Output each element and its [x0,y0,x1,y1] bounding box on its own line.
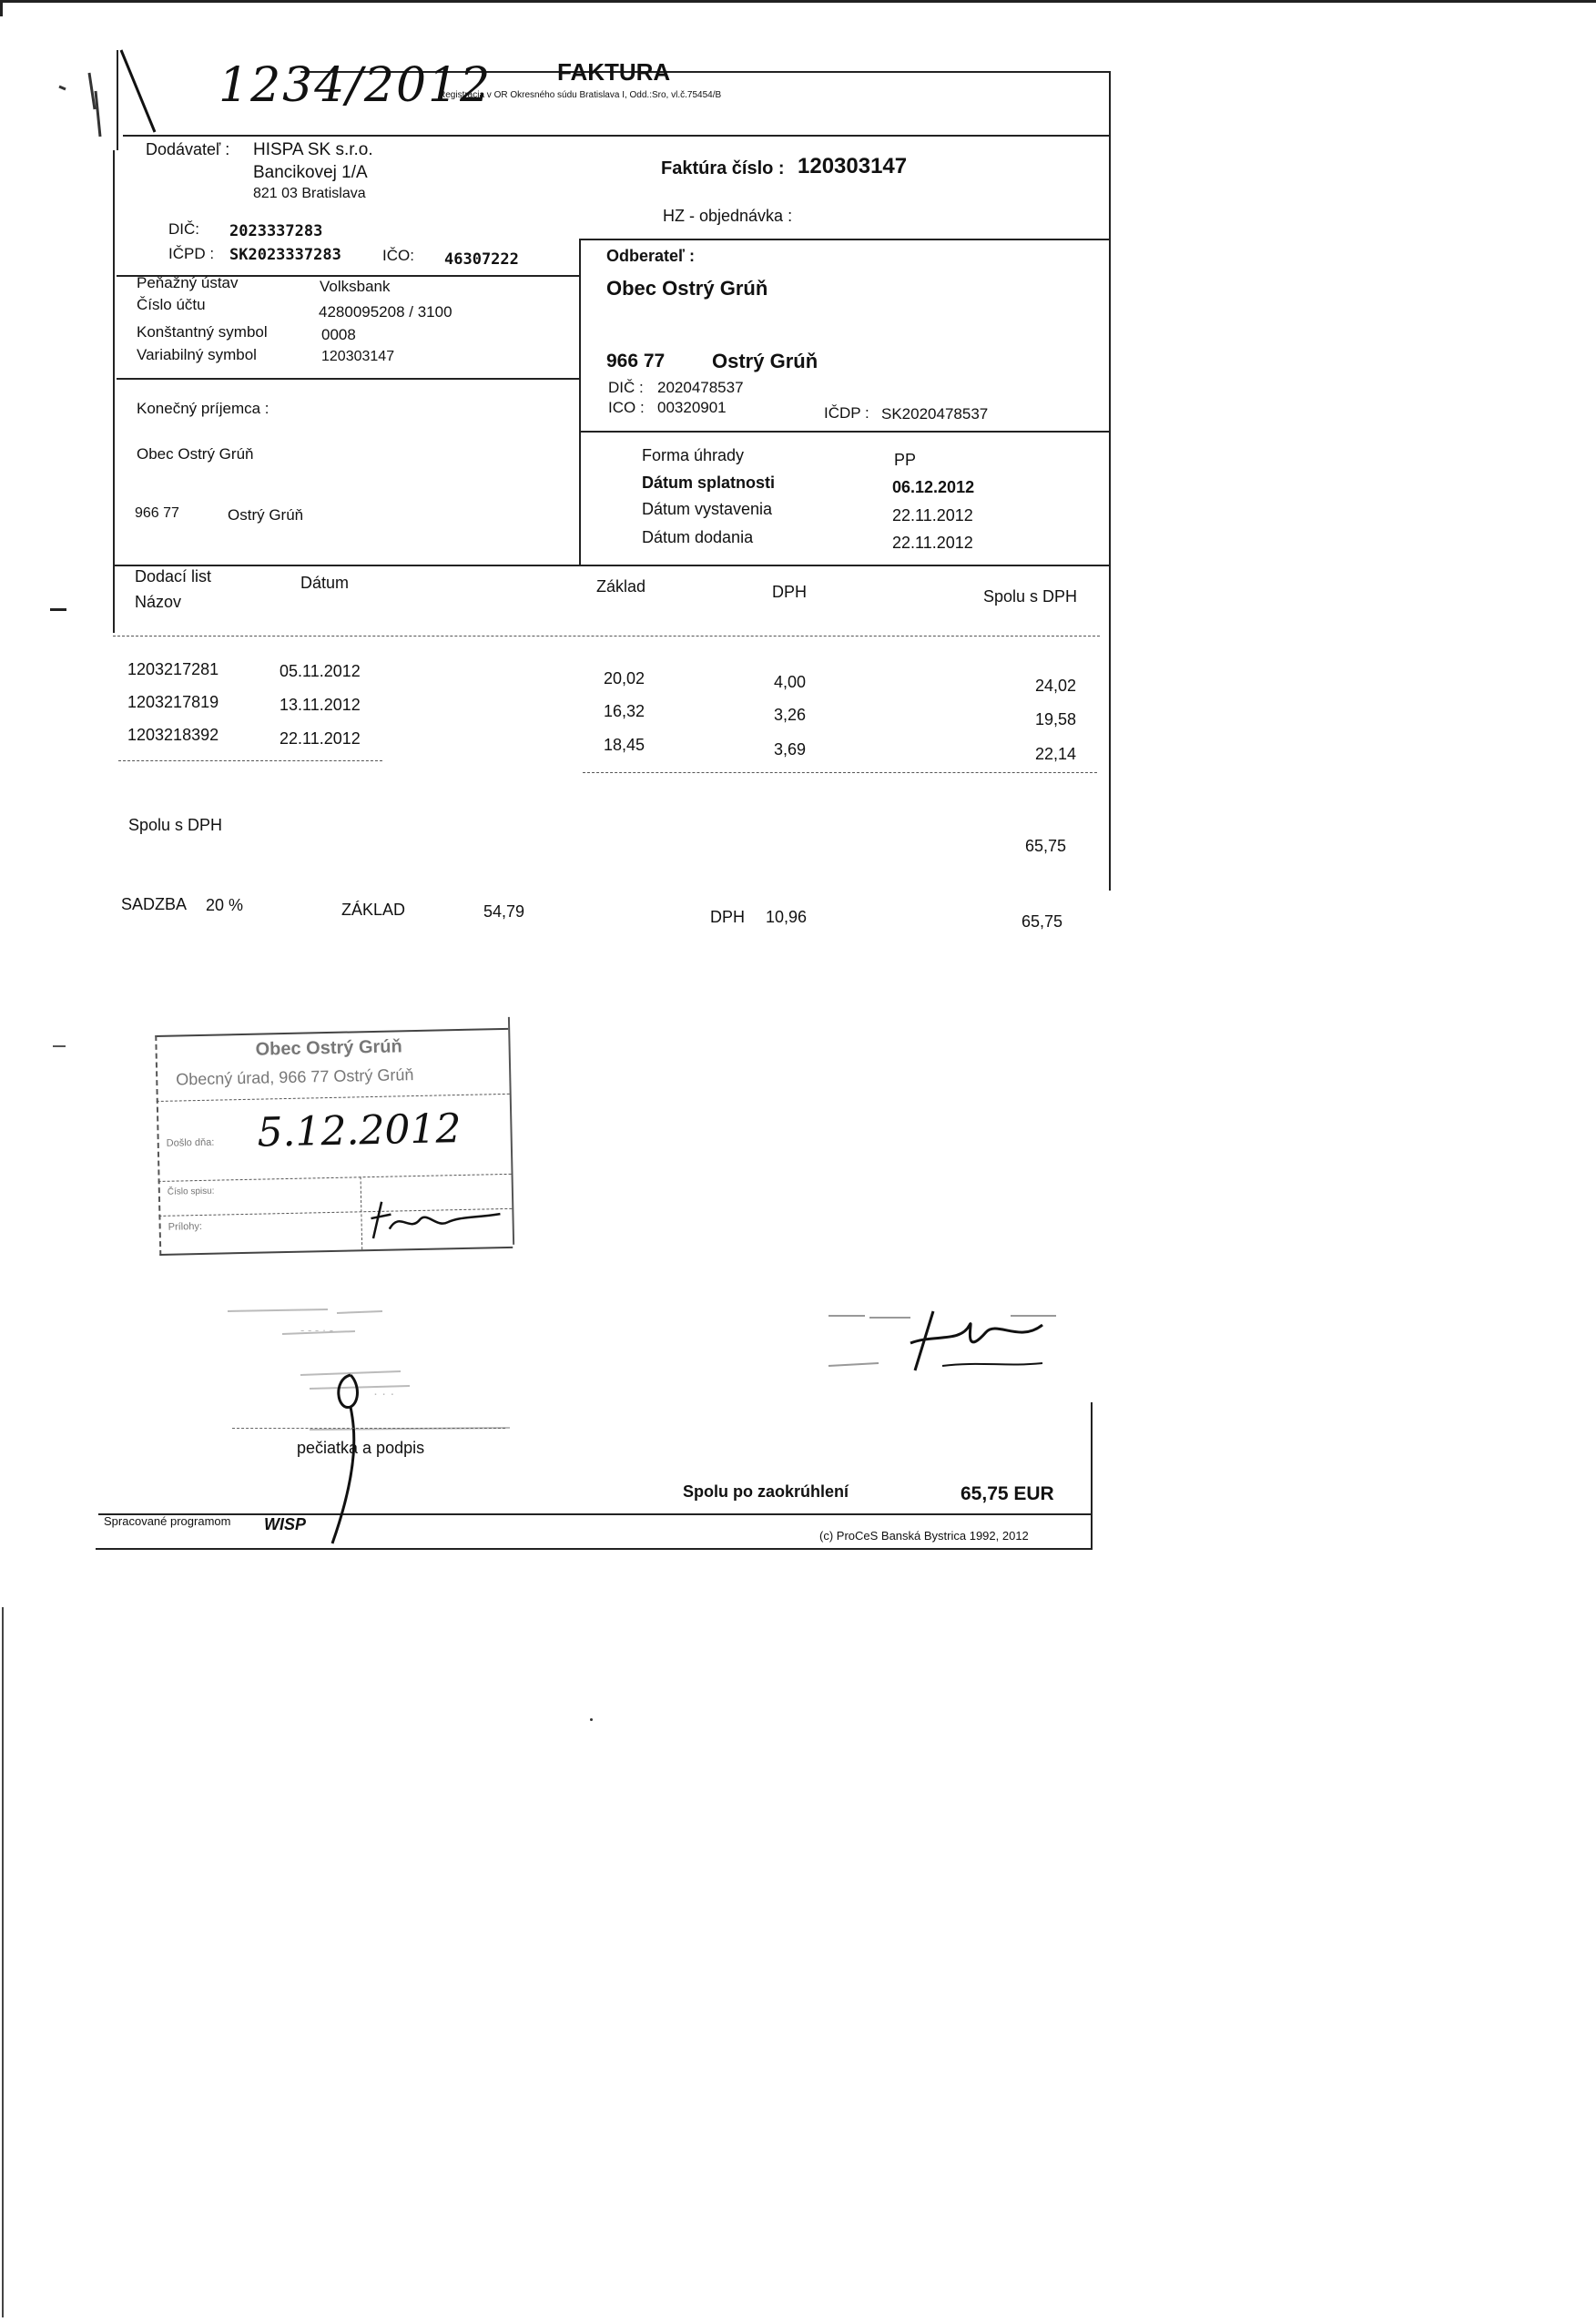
processed-by-label: Spracované programom [104,1514,231,1528]
constant-symbol-label: Konštantný symbol [137,323,268,341]
scan-edge-top [0,0,1596,3]
col-date: Dátum [300,574,350,592]
order-label: HZ - objednávka : [663,207,793,225]
customer-top-line [579,239,1109,240]
row3-base: 18,45 [604,736,646,754]
supplier-ico: 46307222 [444,250,519,269]
variable-symbol: 120303147 [321,349,395,364]
supplier-street: Bancikovej 1/A [253,163,368,182]
supplier-ico-label: IČO: [382,247,414,264]
row1-date: 05.11.2012 [280,662,361,680]
margin-tick-marks [55,64,109,164]
customer-label: Odberateľ : [606,247,695,265]
supplier-icdph-label: IČPD : [168,245,215,262]
payment-form-label: Forma úhrady [642,446,745,464]
base-label: ZÁKLAD [341,901,406,919]
total-with-vat-label: Spolu s DPH [128,816,223,834]
constant-symbol: 0008 [321,326,356,343]
stamp-date-label: Došlo dňa: [166,1136,215,1149]
row2-date: 13.11.2012 [280,696,361,714]
rounded-total: 65,75 EUR [961,1483,1054,1504]
svg-text:- - - · -: - - - · - [300,1323,334,1337]
handwritten-reference: 1234/2012 [219,58,493,113]
frame-left-lower [113,150,115,633]
signature-line [232,1428,505,1429]
issue-date-label: Dátum vystavenia [642,500,773,518]
col-total: Spolu s DPH [983,587,1078,606]
vat-rate: 20 % [206,896,244,914]
stamp-signature [363,1190,510,1248]
svg-text:· · ·: · · · [373,1386,395,1401]
vat-amount: 10,96 [766,908,808,926]
rate-total: 65,75 [1022,912,1063,931]
row1-total: 24,02 [1035,677,1077,695]
issuer-stamp-signature [824,1307,1070,1389]
row2-vat: 3,26 [774,706,807,724]
recipient-label: Konečný príjemca : [137,400,269,417]
recipient-zip: 966 77 [135,505,179,521]
row2-delivery-note: 1203217819 [127,693,219,711]
recipient-city: Ostrý Grúň [228,506,304,524]
row2-base: 16,32 [604,702,646,720]
scan-speck [50,608,66,611]
supplier-city: 821 03 Bratislava [253,186,366,201]
recipient-name: Obec Ostrý Grúň [137,445,254,463]
invoice-title: FAKTURA [557,58,671,86]
bank-name: Volksbank [320,278,391,295]
stamp-address: Obecný úrad, 966 77 Ostrý Grúň [176,1065,414,1089]
supplier-label: Dodávateľ : [146,140,230,158]
base-amount: 54,79 [483,902,525,921]
vat-rate-label: SADZBA [121,895,188,913]
table-top-line [113,565,1109,566]
table-header-line [113,636,1100,637]
stamp-org: Obec Ostrý Grúň [255,1036,402,1060]
row3-vat: 3,69 [774,740,807,759]
invoice-number: 120303147 [798,154,908,178]
account-label: Číslo účtu [137,296,206,313]
customer-icdph: SK2020478537 [881,405,989,423]
table-bottom-line [118,760,382,761]
supplier-name: HISPA SK s.r.o. [253,140,373,159]
supplier-icdph: SK2023337283 [229,246,341,264]
scan-speck [53,1045,66,1047]
customer-ico-label: ICO : [608,399,645,416]
table-bottom-line-right [583,772,1097,773]
customer-dic-label: DIČ : [608,379,644,396]
row2-total: 19,58 [1035,710,1077,728]
received-stamp [155,1017,514,1257]
header-bottom-line [123,135,1109,137]
row1-base: 20,02 [604,669,646,687]
row3-delivery-note: 1203218392 [127,726,219,744]
row1-delivery-note: 1203217281 [127,660,219,678]
due-date: 06.12.2012 [892,478,975,496]
payment-form: PP [894,451,917,469]
col-delivery-note: Dodací list [135,567,212,586]
delivery-date-label: Dátum dodania [642,528,754,546]
scan-edge-left-lower [2,1607,4,2317]
customer-dic: 2020478537 [657,379,744,396]
account-number: 4280095208 / 3100 [319,303,452,321]
copyright: (c) ProCeS Banská Bystrica 1992, 2012 [819,1529,1029,1543]
vat-label: DPH [710,908,746,926]
program-name: WISP [264,1515,307,1533]
rounded-total-label: Spolu po zaokrúhlení [683,1482,849,1501]
payment-top-line [579,431,1109,433]
supplier-dic-label: DIČ: [168,220,199,238]
middle-divider [579,239,581,565]
col-base: Základ [596,577,646,596]
stamp-date: 5.12.2012 [256,1105,462,1156]
issue-date: 22.11.2012 [892,506,973,524]
row3-total: 22,14 [1035,745,1077,763]
frame-right [1109,71,1111,891]
customer-icdph-label: IČDP : [824,404,869,422]
delivery-date: 22.11.2012 [892,534,973,552]
stamp-attach-label: Prílohy: [168,1220,203,1233]
row3-date: 22.11.2012 [280,729,361,748]
footer-line [98,1513,1093,1515]
customer-zip: 966 77 [606,351,666,372]
stamp-reg-label: Číslo spisu: [167,1186,215,1197]
total-with-vat: 65,75 [1025,837,1067,855]
col-vat: DPH [772,583,808,601]
frame-right-lower [1091,1402,1093,1548]
scan-edge-left [0,0,3,16]
due-date-label: Dátum splatnosti [642,474,776,492]
invoice-number-label: Faktúra číslo : [661,158,785,178]
bottom-line [96,1548,1093,1550]
registration-note: Registrácia v OR Okresného súdu Bratislava I, Odd.:Sro, vl.č.75454/B [439,90,722,100]
row1-vat: 4,00 [774,673,807,691]
scan-speck [590,1718,593,1721]
customer-ico: 00320901 [657,399,727,416]
stamp-signature-label: pečiatka a podpis [297,1439,425,1457]
col-name: Názov [135,593,182,611]
pen-slash-mark [114,46,168,137]
customer-name: Obec Ostrý Grúň [606,277,768,300]
recipient-top-line [117,378,579,380]
bank-label: Peňažný ústav [137,274,239,291]
supplier-dic: 2023337283 [229,222,323,240]
variable-symbol-label: Variabilný symbol [137,346,257,363]
customer-city: Ostrý Grúň [712,350,818,372]
